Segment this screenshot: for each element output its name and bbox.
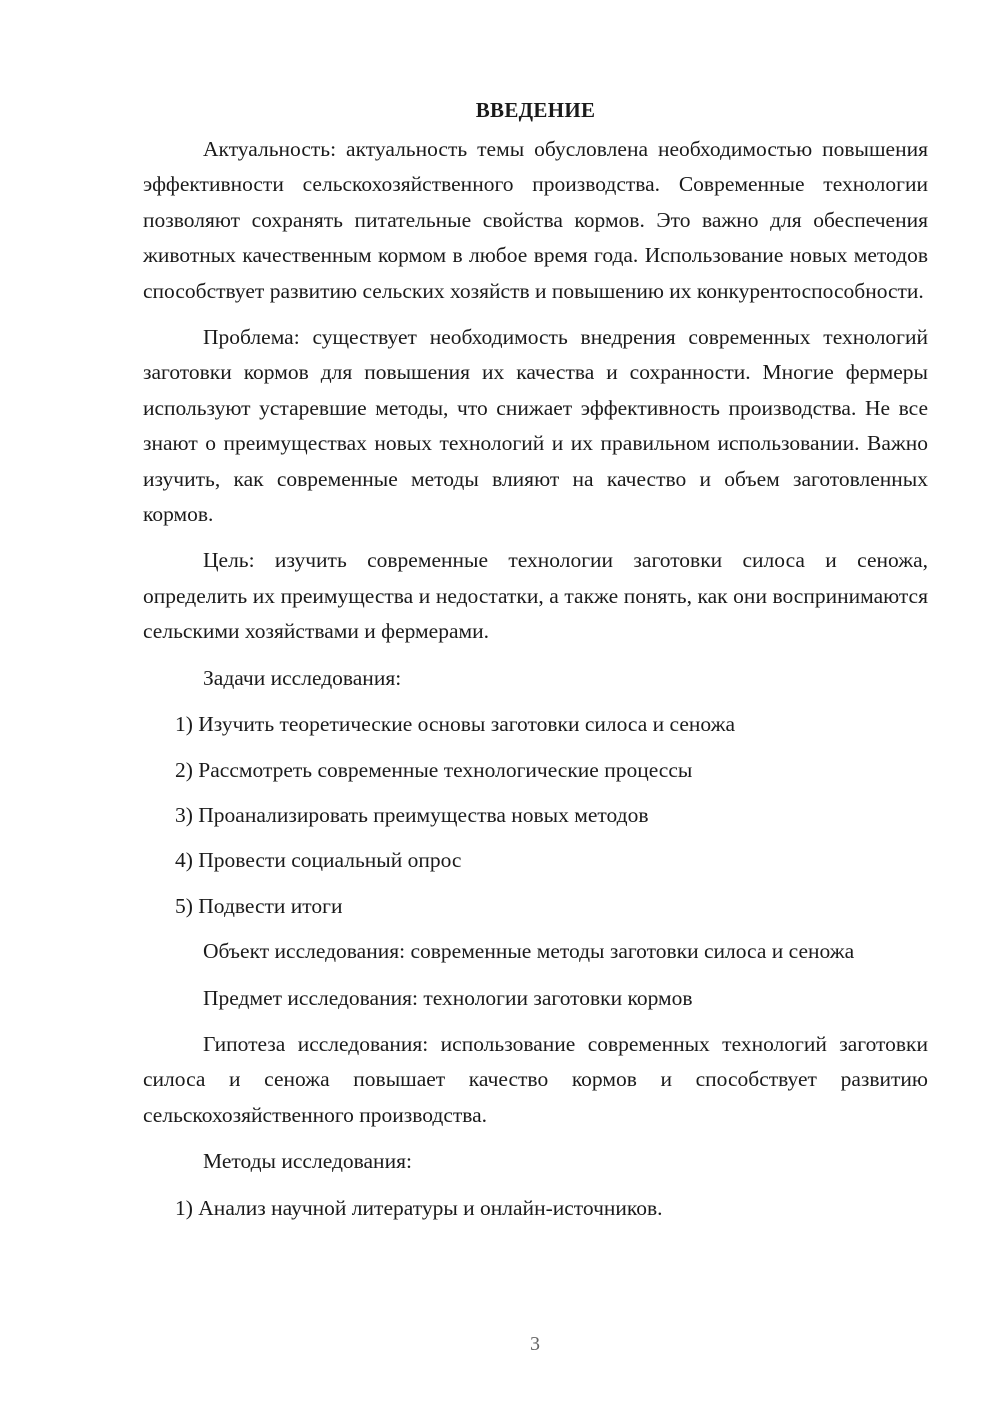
list-item: 2) Рассмотреть современные технологические процессы [175,757,693,782]
methods-heading: Методы исследования: [203,1149,412,1174]
subject-paragraph: Предмет исследования: технологии заготовки кормов [203,985,693,1010]
document-page [143,92,928,1236]
tasks-list [143,707,928,924]
object-paragraph: Объект исследования: современные методы заготовки силоса и сеножа [203,939,855,964]
goal-paragraph: Цель: изучить современные технологии заготовки силоса и сеножа, определить их преимущества и недостатки, а также понять, как они воспринимаются сельскими хозяйствами и фермерами. [143,548,928,644]
tasks-heading: Задачи исследования: [203,665,402,690]
list-item: 1) Изучить теоретические основы заготовки силоса и сеножа [175,712,735,737]
section-title: ВВЕДЕНИЕ [475,98,596,122]
hypothesis-paragraph: Гипотеза исследования: использование современных технологий заготовки силоса и сеножа повышает качество кормов и способствует развитию сельскохозяйственного производства. [143,1031,928,1127]
list-item: 5) Подвести итоги [175,893,343,918]
relevance-paragraph: Актуальность: актуальность темы обусловлена необходимостью повышения эффективности сельскохозяйственного производства. Современные технологии позволяют сохранять питательные свойства кормов. Это важно для обеспечения животных качественным кормом в любое время года. Использование новых методов способствует развитию сельских хозяйств и повышению их конкурентоспособности. [143,137,928,303]
methods-list [143,1191,928,1226]
problem-paragraph: Проблема: существует необходимость внедрения современных технологий заготовки кормов для повышения их качества и сохранности. Многие фермеры используют устаревшие методы, что снижает эффективность производства. Не все знают о преимуществах новых технологий и их правильном использовании. Важно изучить, как современные методы влияют на качество и объем заготовленных кормов. [143,325,928,527]
list-item: 1) Анализ научной литературы и онлайн-источников. [175,1195,663,1220]
list-item: 3) Проанализировать преимущества новых методов [175,802,649,827]
list-item: 4) Провести социальный опрос [175,848,462,873]
page-number: 3 [530,1333,540,1355]
